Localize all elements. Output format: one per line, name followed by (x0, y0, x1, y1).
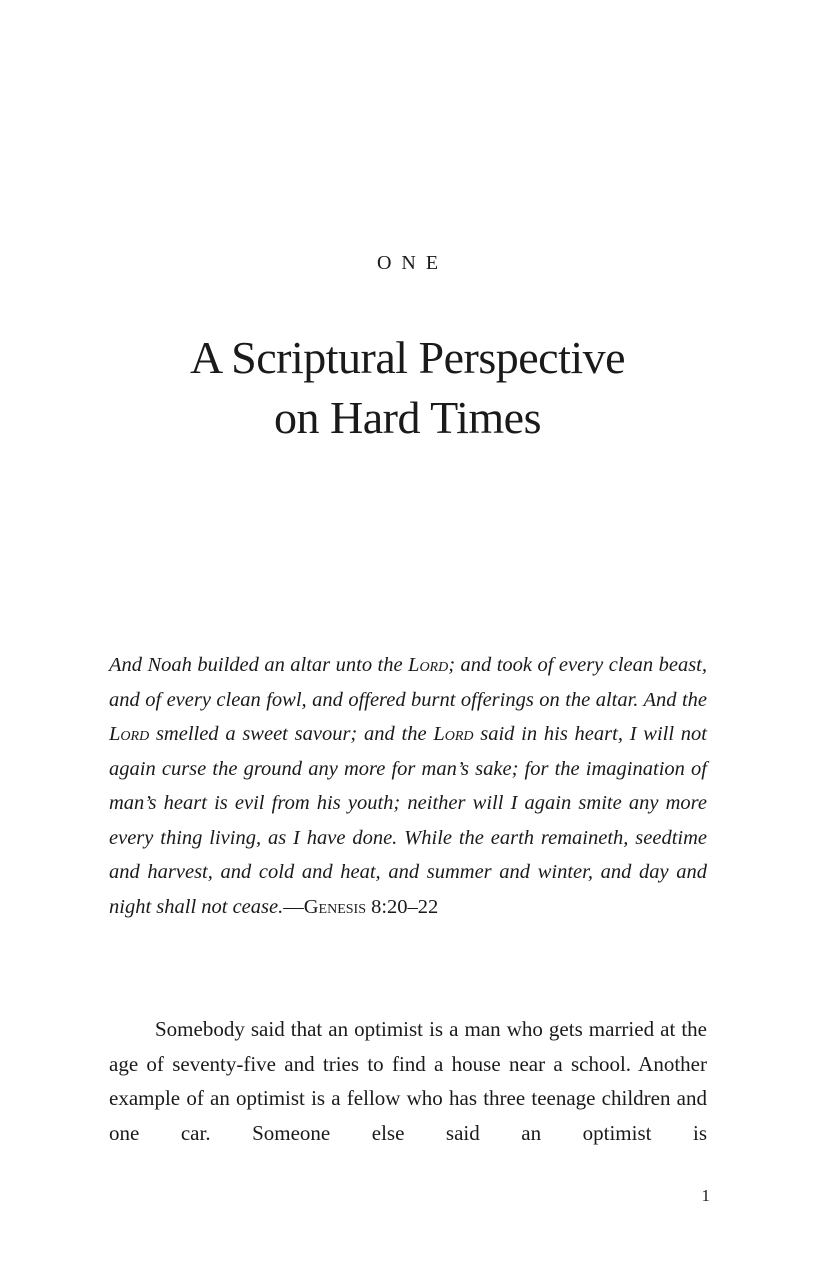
epigraph-lord-2: Lord (109, 723, 150, 745)
epigraph-scripture-quote (109, 648, 707, 924)
body-paragraph: Somebody said that an optimist is a man who gets married at the age of seventy-five and tries to find a house near a school. Another example of an optimist is a fellow who has three teenage children and one car. Someone else said an optimist is (109, 1017, 707, 1145)
epigraph-lord-3: Lord (433, 723, 474, 745)
epigraph-lord-1: Lord (408, 654, 449, 676)
chapter-title-line-2: on Hard Times (274, 392, 541, 443)
epigraph-text-part-3: smelled a sweet savour; and the (149, 723, 434, 745)
chapter-title-line-1: A Scriptural Perspective (189, 332, 626, 383)
chapter-title (0, 328, 815, 448)
epigraph-dash: — (283, 895, 304, 918)
epigraph-citation: Genesis 8:20–22 (303, 895, 439, 918)
epigraph-text-part-1: And Noah builded an altar unto the (109, 654, 409, 676)
page-number: 1 (701, 1186, 710, 1205)
epigraph-text-part-2: ; and took of every clean beast, and of every clean fowl, and offered burnt offerings on the altar. And the (109, 654, 707, 711)
chapter-number: ONE (376, 252, 449, 274)
epigraph-text-part-4: said in his heart, I will not again curse the ground any more for man’s sake; for the imagination of man’s heart is evil from his youth; neither will I again smite any more every thing living, as I have done. While the earth remaineth, seedtime and harvest, and cold and heat, and summer and winter, and day and night shall not cease. (109, 723, 707, 918)
